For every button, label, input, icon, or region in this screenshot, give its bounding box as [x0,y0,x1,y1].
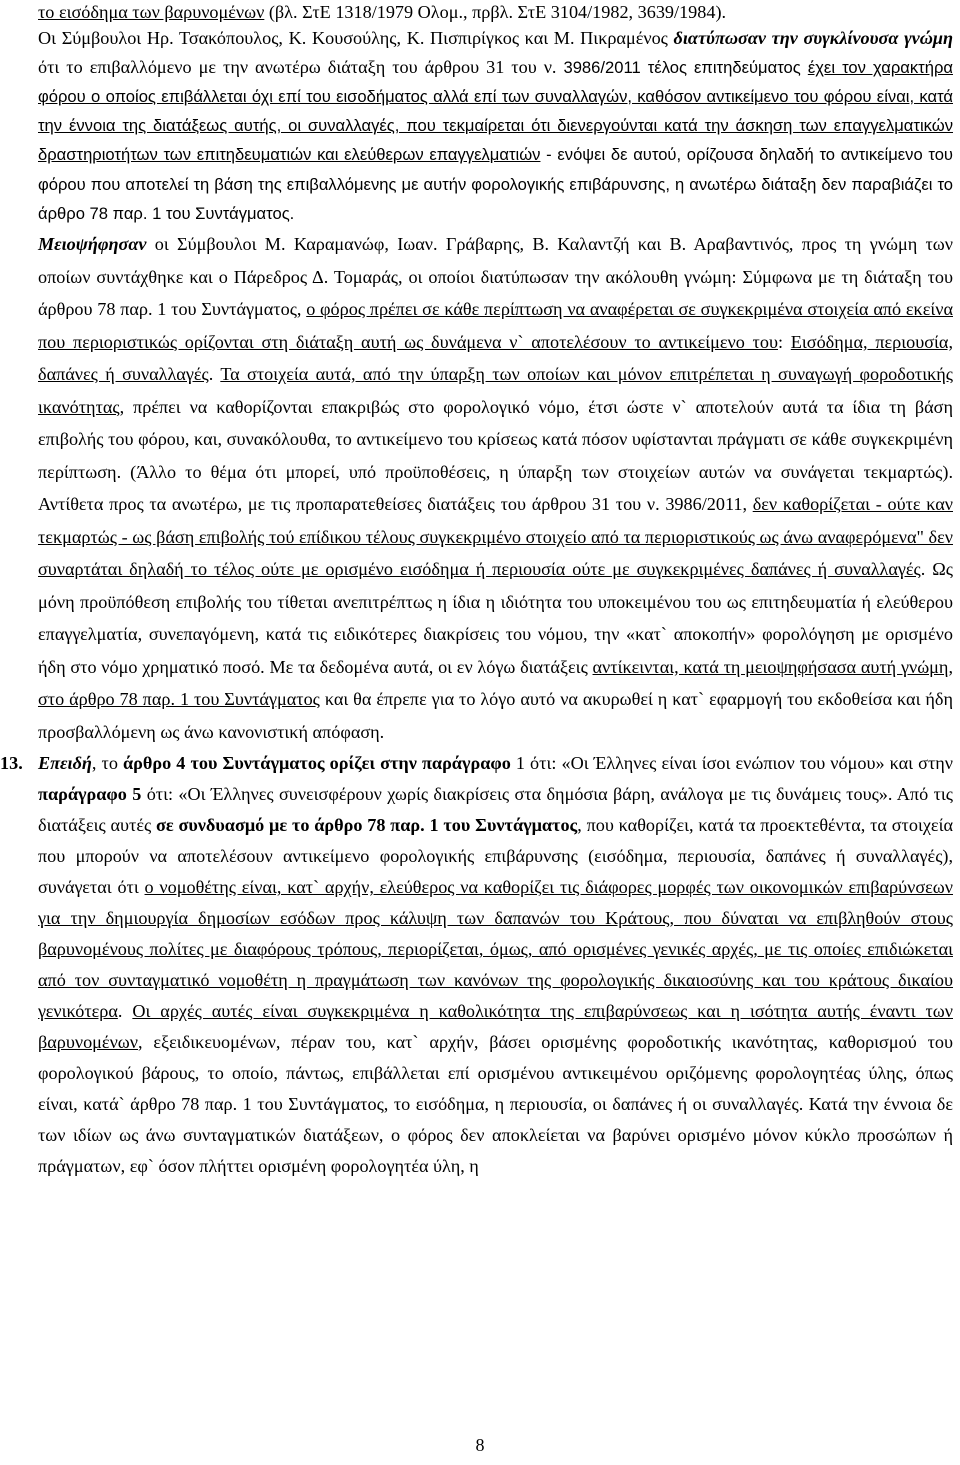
text-run: αντίκεινται, κατά τη μειοψηφήσασα αυτή γνώμη, στο άρθρο 78 παρ. 1 του Συντάγματος [38,656,953,710]
text-run: σε συνδυασμό με το άρθρο 78 παρ. 1 του Συντάγματος [155,815,578,836]
text-run: : [777,331,791,352]
text-run: , το [91,753,123,774]
text-run: , που καθορίζει, κατά τα προεκτεθέντα, τα στοιχεία που μπορούν να αποτελέσουν αντικείμενο φορολογικής επιβάρυνσης (εισόδημα, περιουσία, δαπάνες ή συναλλαγές), συνάγεται ότι [38,815,953,898]
text-run: . Ως μόνη προϋπόθεση επιβολής του τίθεται ανεπιτρέπτως η ίδια η ιδιότητα του υποκειμένου του ως επιτηδευματία ή ελεύθερου επαγγελματία, συνεπαγόμενη, κατά τις ειδικότερες διακρίσεις του νόμου, την «κατ` αποκοπήν» φορολόγηση με ορισμένο ήδη στο νόμο χρηματικό ποσό. Με τα δεδομένα αυτά, οι εν λόγω διατάξεις [38,559,953,677]
text-run: ότι το επιβαλλόμενο με την ανωτέρω διάταξη του άρθρου 31 του ν. [38,56,564,77]
text-run: , εξειδικευομένων, πέραν του, κατ` αρχήν, βάσει ορισμένης φοροδοτικής ικανότητας, καθορισμού του φορολογικού βάρους, το οποίο, πάντως, επιβάλλεται επί ορισμένου αντικειμένου οριζόμενης φορολογητέας ύλης, όπως είναι, κατά` άρθρο 78 παρ. 1 του Συντάγματος, το εισόδημα, η περιουσία, οι δαπάνες ή οι συναλλαγές. Κατά την έννοια δε των ιδίων ως άνω συνταγματικών διατάξεων, ο φόρος δεν αποκλείεται να βαρύνει ορισμένο μόνον κύκλο προσώπων ή πράγματων, εφ` όσον πλήττει ορισμένη φορολογητέα ύλη, η [38,1032,953,1177]
text-run: Επειδή [38,753,92,774]
top-paragraph [38,0,953,26]
text-run: δεν καθορίζεται - ούτε καν τεκμαρτώς - ως βάση επιβολής τού επίδικου τέλους συγκεκριμένο στοιχείο από τα περιοριστικούς ως άνω αναφερόμενα" δεν συναρτάται δηλαδή το τέλος ούτε με ορισμένο εισόδημα ή περιουσία ούτε με συγκεκριμένες δαπάνες ή συναλλαγές [38,494,953,580]
text-run: Τα στοιχεία αυτά, από την ύπαρξη των οποίων και μόνον επιτρέπεται η συναγωγή φοροδοτικής ικανότητας [38,364,953,417]
text-run: (βλ. ΣτΕ 1318/1979 Ολομ., πρβλ. ΣτΕ 3104/1982, 3639/1984). [264,2,727,22]
section-13-paragraph [0,748,953,1182]
text-run: - ενόψει δε αυτού, ορίζουσα δηλαδή το αντικείμενο του φόρου που αποτελεί τη βάση της επιβαλλόμενης με αυτήν φορολογικής επιβάρυνσης, η ανωτέρω διάταξη δεν παραβιάζει το άρθρο 78 παρ. 1 του Συντάγματος. [38,145,953,224]
concurring-opinion-paragraph [38,24,953,228]
text-run: παράγραφο 5 [38,784,142,805]
section-number: 13. [0,753,23,774]
text-run: διατύπωσαν την συγκλίνουσα γνώμη [673,28,953,49]
text-run: οι Σύμβουλοι Μ. Καραμανώφ, Ιωαν. Γράβαρης, Β. Καλαντζή και Β. Αραβαντινός, προς τη γνώμη των οποίων συντάχθηκε και ο Πάρεδρος Δ. Τομαράς, οι οποίοι διατύπωσαν την ακόλουθη γνώμη: Σύμφωνα με τη διάταξη του άρθρου 78 παρ. 1 του Συντάγματος, [38,234,953,320]
text-run: Μειοψήφησαν [38,234,147,255]
text-run: ο νομοθέτης είναι, κατ` αρχήν, ελεύθερος να καθορίζει τις διάφορες μορφές των οικονομικών επιβαρύνσεων για την δημιουργία δημοσίων εσόδων προς κάλυψη των δαπανών του Κράτους, που δύναται να επιβληθούν στους βαρυνομένους πολίτες με διαφόρους τρόπους, περιορίζεται, όμως, από ορισμένες γενικές αρχές, με τις οποίες επιδιώκεται από τον συνταγματικό νομοθέτη η πραγμάτωση των κανόνων της φορολογικής δικαιοσύνης και του κράτους δικαίου γενικότερα [38,877,953,1022]
text-run: ο φόρος πρέπει σε κάθε περίπτωση να αναφέρεται σε συγκεκριμένα στοιχεία από εκείνα που περιοριστικώς ορίζονται στη διάταξη αυτή ως δυνάμενα ν` αποτελέσουν το αντικείμενο του [38,299,953,352]
page-number: 8 [475,1435,485,1455]
text-run: . [117,1001,133,1022]
text-run: Εισόδημα, περιουσία, δαπάνες ή συναλλαγές [38,331,953,385]
text-run: , πρέπει να καθορίζονται επακριβώς στο φορολογικό νόμο, έτσι ώστε ν` αποτελούν αυτά τα ίδια τη βάση επιβολής του φόρου, και, συνακόλουθα, το αντικείμενο του κρίσεως κατά πόσον υφίστανται πράγματι σε κάθε συγκεκριμένη περίπτωση. (Άλλο το θέμα ότι μπορεί, υπό προϋποθέσεις, η ύπαρξη των στοιχείων αυτών να συνάγεται τεκμαρτώς). Αντίθετα προς τα ανωτέρω, με τις προπαρατεθείσες διατάξεις του άρθρου 31 του ν. 3986/2011, [38,396,953,515]
text-run: το εισόδημα των βαρυνομένων [38,2,265,22]
text-run: . [208,364,221,385]
text-run: 1 ότι: «Οι Έλληνες είναι ίσοι ενώπιον του νόμου» και στην [510,753,953,774]
text-run: Οι αρχές αυτές είναι συγκεκριμένα η καθολικότητα της επιβαρύνσεως και η ισότητα αυτής έναντι των βαρυνομένων [38,1001,953,1053]
text-run: και θα έπρεπε για το λόγο αυτό να ακυρωθεί η κατ` εφαρμογή του εκδοθείσα και ήδη προσβαλλόμενη ως άνω κανονιστική απόφαση. [38,689,954,742]
text-run: ότι: «Οι Έλληνες συνεισφέρουν χωρίς διακρίσεις στα δημόσια βάρη, ανάλογα με τις δυνάμεις τους». Από τις διατάξεις αυτές [38,784,953,836]
text-run: 3986/2011 τέλος επιτηδεύματος [563,57,808,77]
text-run: Οι Σύμβουλοι Ηρ. Τσακόπουλος, Κ. Κουσούλης, Κ. Πισπιρίγκος και Μ. Πικραμένος [38,28,674,49]
text-run: άρθρο 4 του Συντάγματος ορίζει στην παράγραφο [123,753,511,774]
minority-opinion-paragraph [38,228,953,748]
text-run: έχει τον χαρακτήρα φόρου ο οποίος επιβάλλεται όχι επί του εισοδήματος αλλά επί των συναλλαγών, καθόσον αντικείμενο του φόρου είναι, κατά την έννοια της διατάξεως αυτής, οι συναλλαγές, που τεκμαίρεται ότι διενεργούνται κατά την άσκηση των επαγγελματικών δραστηριοτήτων των επιτηδευματιών και ελεύθερων επαγγελματιών [38,57,953,165]
